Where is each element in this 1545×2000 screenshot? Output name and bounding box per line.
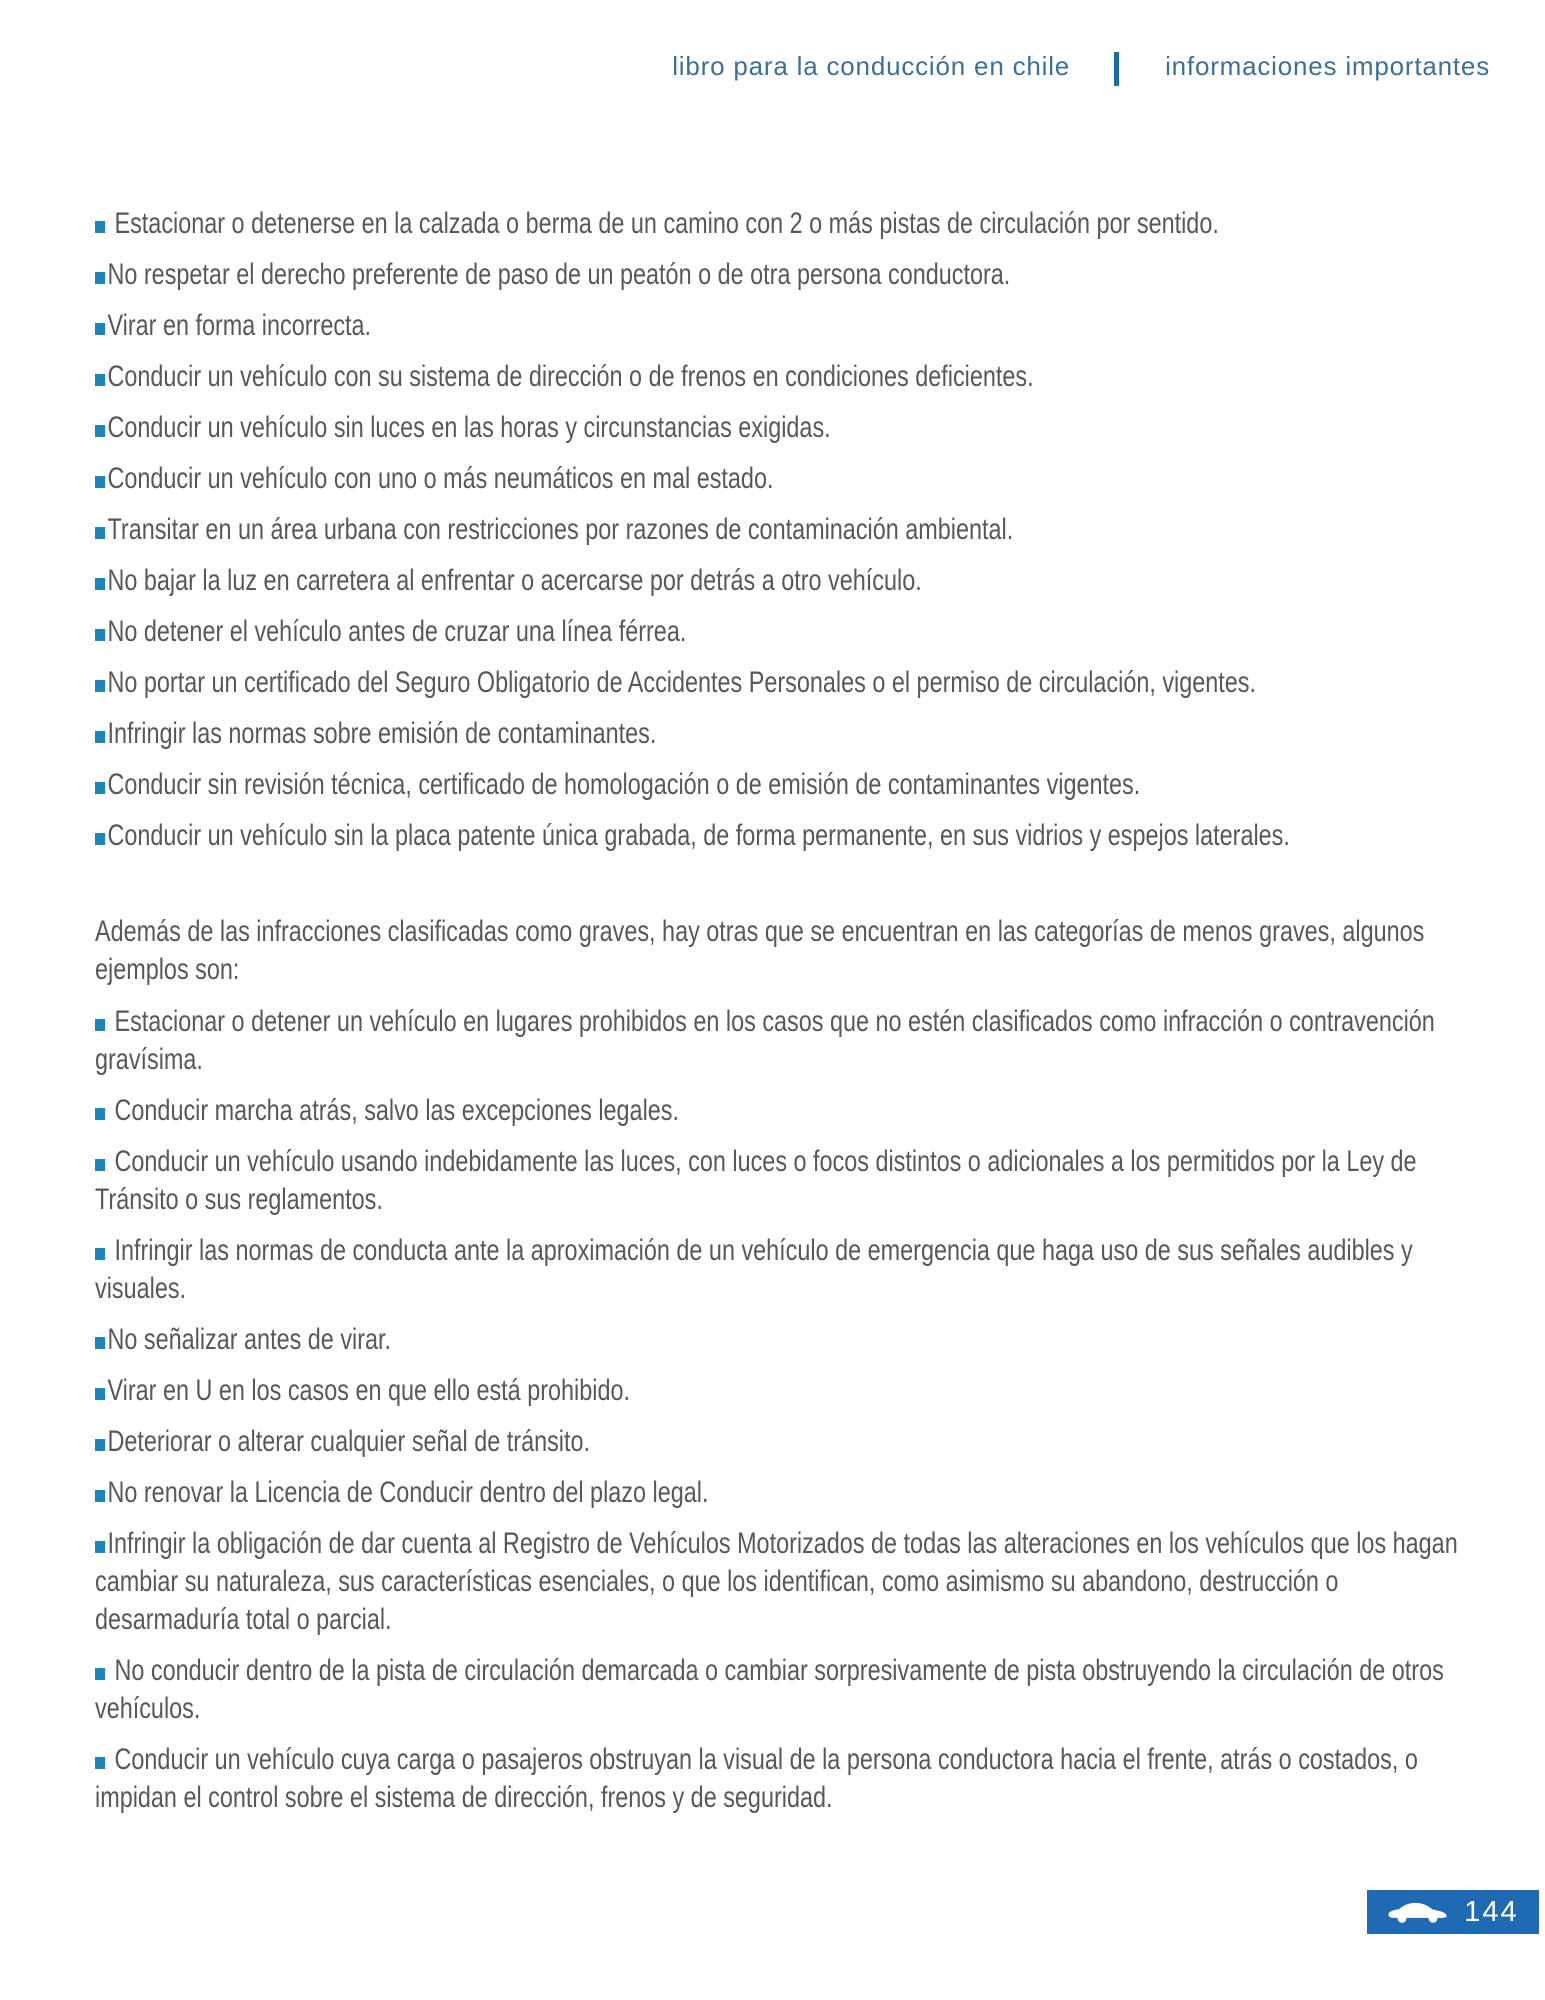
list-item <box>95 1741 1460 1817</box>
list-item <box>95 1003 1460 1079</box>
list-item <box>95 358 1460 396</box>
list-item <box>95 664 1460 702</box>
list-item-text: Conducir sin revisión técnica, certificado de homologación o de emisión de contaminantes vigentes. <box>107 768 1141 801</box>
list-item <box>95 1423 1460 1461</box>
bullet-square-icon <box>95 1388 105 1400</box>
book-title: libro para la conducción en chile <box>672 50 1071 81</box>
list-item <box>95 1321 1460 1359</box>
page-number: 144 <box>1464 1895 1519 1928</box>
list-item-text: Estacionar o detener un vehículo en lugares prohibidos en los casos que no estén clasificados como infracción o contravención gravísima. <box>95 1005 1435 1076</box>
list-item-text: Conducir un vehículo cuya carga o pasajeros obstruyan la visual de la persona conductora hacia el frente, atrás o costados, o impidan el control sobre el sistema de dirección, frenos y de seguridad. <box>95 1743 1418 1814</box>
list-item-text: No renovar la Licencia de Conducir dentro del plazo legal. <box>107 1476 709 1509</box>
list-item-text: No señalizar antes de virar. <box>107 1323 392 1356</box>
list-item <box>95 1372 1460 1410</box>
list-item-text: Conducir un vehículo sin luces en las horas y circunstancias exigidas. <box>107 411 831 444</box>
list-item-text: Deteriorar o alterar cualquier señal de tránsito. <box>107 1425 591 1458</box>
section-title: informaciones importantes <box>1165 50 1490 81</box>
bullet-square-icon <box>95 1019 105 1031</box>
list-item-text: Conducir un vehículo sin la placa patente única grabada, de forma permanente, en sus vidrios y espejos laterales. <box>107 819 1290 852</box>
list-item-text: No portar un certificado del Seguro Obligatorio de Accidentes Personales o el permiso de circulación, vigentes. <box>107 666 1257 699</box>
bullet-square-icon <box>95 527 105 539</box>
list-item <box>95 307 1460 345</box>
bullet-square-icon <box>95 272 105 284</box>
list-item <box>95 766 1460 804</box>
list-item-text: Conducir un vehículo con su sistema de dirección o de frenos en condiciones deficientes. <box>107 360 1034 393</box>
bullet-square-icon <box>95 782 105 794</box>
list-item-text: Estacionar o detenerse en la calzada o berma de un camino con 2 o más pistas de circulación por sentido. <box>114 207 1219 240</box>
list-item-text: No conducir dentro de la pista de circulación demarcada o cambiar sorpresivamente de pista obstruyendo la circulación de otros vehículos. <box>95 1654 1444 1725</box>
bullet-square-icon <box>95 629 105 641</box>
list-item <box>95 562 1460 600</box>
list-item <box>95 1525 1460 1639</box>
intro-paragraph: Además de las infracciones clasificadas como graves, hay otras que se encuentran en las categorías de menos graves, algunos ejemplos son: <box>95 915 1425 986</box>
list-item <box>95 511 1460 549</box>
list-item <box>95 1652 1460 1728</box>
bullet-square-icon <box>95 833 105 845</box>
bullet-square-icon <box>95 1541 105 1553</box>
bullet-square-icon <box>95 1490 105 1502</box>
bullet-square-icon <box>95 1439 105 1451</box>
list-item-text: No detener el vehículo antes de cruzar una línea férrea. <box>107 615 687 648</box>
bullet-square-icon <box>95 1108 105 1120</box>
list-item-text: No bajar la luz en carretera al enfrentar o acercarse por detrás a otro vehículo. <box>107 564 922 597</box>
page-content <box>95 205 1460 1830</box>
header-separator <box>1114 52 1119 86</box>
bullet-square-icon <box>95 1757 105 1769</box>
list-item-text: Infringir las normas de conducta ante la aproximación de un vehículo de emergencia que haga uso de sus señales audibles y visuales. <box>95 1234 1413 1305</box>
bullet-square-icon <box>95 1159 105 1171</box>
bullet-square-icon <box>95 1248 105 1260</box>
bullet-square-icon <box>95 323 105 335</box>
list-item <box>95 613 1460 651</box>
bullet-square-icon <box>95 476 105 488</box>
bullet-square-icon <box>95 425 105 437</box>
bullet-square-icon <box>95 578 105 590</box>
list-item <box>95 817 1460 855</box>
list-item <box>95 460 1460 498</box>
bullet-square-icon <box>95 731 105 743</box>
list-item <box>95 205 1460 243</box>
list-item-text: Infringir las normas sobre emisión de contaminantes. <box>107 717 657 750</box>
list-item-text: Conducir un vehículo con uno o más neumáticos en mal estado. <box>107 462 774 495</box>
list-item-text: Transitar en un área urbana con restricciones por razones de contaminación ambiental. <box>107 513 1014 546</box>
list-item <box>95 1092 1460 1130</box>
bullet-square-icon <box>95 1668 105 1680</box>
list-item <box>95 256 1460 294</box>
list-item-text: Virar en forma incorrecta. <box>107 309 372 342</box>
list-item-text: Infringir la obligación de dar cuenta al Registro de Vehículos Motorizados de todas las alteraciones en los vehículos que los hagan cambiar su naturaleza, sus características esenciales, o que los identifican, como asimismo su abandono, destrucción o desarmaduría total o parcial. <box>95 1527 1458 1636</box>
list-item-text: Conducir marcha atrás, salvo las excepciones legales. <box>114 1094 679 1127</box>
page-number-badge <box>1367 1890 1539 1934</box>
bullet-square-icon <box>95 1337 105 1349</box>
list-item-text: No respetar el derecho preferente de paso de un peatón o de otra persona conductora. <box>107 258 1011 291</box>
list-item <box>95 715 1460 753</box>
bullet-square-icon <box>95 680 105 692</box>
car-icon <box>1387 1899 1449 1925</box>
grave-infractions-list <box>95 205 1460 855</box>
list-item <box>95 1474 1460 1512</box>
bullet-square-icon <box>95 374 105 386</box>
list-item <box>95 409 1460 447</box>
minor-infractions-list <box>95 1003 1460 1817</box>
page-header <box>672 46 1490 86</box>
bullet-square-icon <box>95 221 105 233</box>
list-item <box>95 1143 1460 1219</box>
list-item <box>95 1232 1460 1308</box>
list-item-text: Conducir un vehículo usando indebidamente las luces, con luces o focos distintos o adicionales a los permitidos por la Ley de Tránsito o sus reglamentos. <box>95 1145 1417 1216</box>
list-item-text: Virar en U en los casos en que ello está prohibido. <box>107 1374 630 1407</box>
